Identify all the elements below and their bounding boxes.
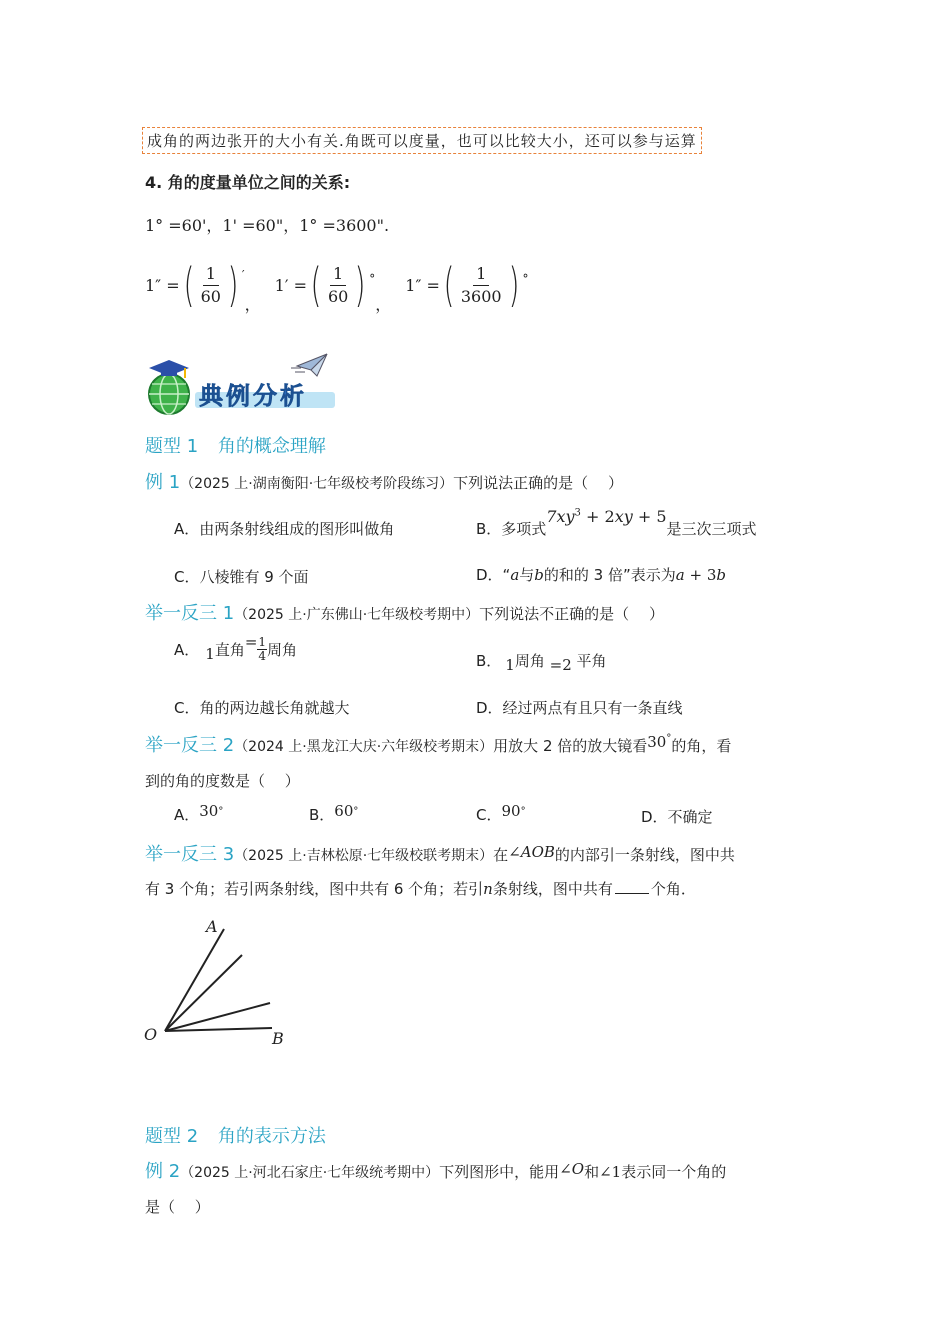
- example1-question: 下列说法正确的是（ ）: [453, 474, 623, 492]
- practice2-option-b[interactable]: [309, 804, 358, 825]
- inv-comma-1: ，: [244, 294, 261, 314]
- example-banner: [145, 350, 345, 420]
- fraction-1: [198, 263, 224, 308]
- inv-lhs-2: 1′ =: [274, 275, 307, 295]
- p1a-fraction: [257, 636, 267, 663]
- p1b-full-angle: 周角: [514, 652, 545, 670]
- p1b-eq: =2: [544, 656, 577, 674]
- p1b-straight-angle: 平角: [576, 652, 607, 670]
- practice3-label: 举一反三 3: [145, 844, 235, 865]
- ray-inner-2: [165, 1003, 270, 1031]
- inv-comma-2: ，: [375, 294, 392, 314]
- practice3-pre: 在: [493, 846, 509, 864]
- fraction-1-num: 1: [203, 263, 219, 286]
- practice3-source: （2025 上·吉林松原·七年级校联考期末）: [234, 848, 494, 864]
- practice1-option-c[interactable]: C．角的两边越长角就越大: [174, 699, 350, 717]
- p1a-frac-num: 1: [258, 635, 267, 649]
- practice2-option-a[interactable]: [174, 804, 223, 825]
- p2a-deg: °: [218, 806, 224, 817]
- paren-right-1: ): [227, 258, 239, 312]
- option-d-a: a: [510, 566, 520, 584]
- p1a-prefix: A．: [174, 641, 200, 659]
- practice3-angle: ∠AOB: [508, 843, 555, 861]
- p2a-val: 30: [199, 802, 219, 820]
- boxed-text-content: 成角的两边张开的大小有关.角既可以度量，也可以比较大小，还可以参与运算: [147, 132, 697, 150]
- boxed-text: [142, 127, 702, 154]
- type1-title: 角的概念理解: [217, 436, 326, 457]
- practice2-question-post: 的角，看: [671, 737, 732, 755]
- practice1-option-a[interactable]: [174, 632, 298, 663]
- p2b-val: 60: [334, 802, 354, 820]
- option-b-poly: [546, 507, 666, 526]
- type1-label: 题型 1: [145, 436, 199, 457]
- type2-heading: [145, 1122, 326, 1148]
- practice3-line2: [145, 878, 696, 899]
- practice3-line2-end: 个角．: [650, 880, 696, 898]
- p2c-deg: °: [520, 806, 526, 817]
- inv-lhs-1: 1″ =: [145, 275, 180, 295]
- practice1-option-b[interactable]: [476, 650, 607, 674]
- ray-oa: [165, 929, 224, 1031]
- p2-angle-val: 30: [647, 733, 667, 751]
- example1-option-d[interactable]: [476, 564, 726, 585]
- example2-angle-o: ∠O: [559, 1160, 585, 1178]
- fraction-3-num: 1: [473, 263, 489, 286]
- practice2-label: 举一反三 2: [145, 735, 235, 756]
- example2-source: （2025 上·河北石家庄·七年级统考期中）: [180, 1165, 440, 1181]
- practice3-post: 的内部引一条射线，图中共: [554, 846, 735, 864]
- option-d-b: b: [534, 566, 544, 584]
- type1-heading: [145, 432, 326, 458]
- option-b-prefix: B．多项式: [476, 520, 547, 538]
- p1a-right-angle: 直角: [214, 641, 245, 659]
- example2-angle-1: ∠1: [599, 1163, 622, 1181]
- poly-plus: + 2: [580, 507, 615, 526]
- p2-angle-deg: °: [666, 733, 672, 744]
- practice1-source: （2025 上·广东佛山·七年级校考期中）: [234, 607, 480, 623]
- example1-option-b[interactable]: [476, 506, 757, 538]
- inv-unit-1: ′: [241, 268, 245, 282]
- option-d-prefix: D．“: [476, 566, 511, 584]
- example2-pre: 下列图形中，能用: [439, 1163, 560, 1181]
- practice2-option-d[interactable]: D．不确定: [641, 808, 713, 826]
- practice1-question: 下列说法不正确的是（ ）: [479, 605, 664, 623]
- paren-left-1: (: [183, 258, 195, 312]
- p1a-eq: =: [244, 632, 258, 651]
- example1-source: （2025 上·湖南衡阳·七年级校考阶段练习）: [180, 476, 454, 492]
- example2-line2: 是（ ）: [145, 1198, 210, 1216]
- answer-blank[interactable]: [615, 893, 649, 894]
- type2-title: 角的表示方法: [217, 1126, 326, 1147]
- paren-left-3: (: [443, 258, 455, 312]
- poly-const: + 5: [632, 507, 667, 526]
- practice2-stem: [145, 731, 731, 757]
- paper-plane-icon: [291, 354, 327, 376]
- example1-stem: [145, 468, 623, 494]
- fraction-2: [325, 263, 351, 308]
- type2-label: 题型 2: [145, 1126, 199, 1147]
- p1b-one: 1: [505, 656, 515, 674]
- fraction-2-den: 60: [327, 286, 349, 306]
- practice3-line2-pre: 有 3 个角；若引两条射线，图中共有 6 个角；若引: [145, 880, 484, 898]
- practice2-source: （2024 上·黑龙江大庆·六年级校考期末）: [234, 739, 494, 755]
- fraction-3-den: 3600: [460, 286, 502, 306]
- fraction-3: [458, 263, 505, 308]
- practice3-line2-post: 条射线，图中共有: [492, 880, 613, 898]
- paren-right-3: ): [508, 258, 519, 312]
- example1-option-a[interactable]: A．由两条射线组成的图形叫做角: [174, 520, 395, 538]
- option-d-expr-a: a: [675, 566, 685, 584]
- p1a-full-angle: 周角: [267, 641, 298, 659]
- paren-right-2: ): [354, 258, 366, 312]
- practice2-question-pre: 用放大 2 倍的放大镜看: [493, 737, 648, 755]
- inv-lhs-3: 1″ =: [405, 275, 440, 295]
- example2-and: 和: [584, 1163, 600, 1181]
- inv-unit-2: °: [369, 272, 376, 286]
- practice2-option-c[interactable]: [476, 804, 526, 825]
- example1-option-c[interactable]: C．八棱锥有 9 个面: [174, 568, 309, 586]
- fraction-2-num: 1: [330, 263, 346, 286]
- option-d-and: 与: [519, 566, 535, 584]
- option-b-suffix: 是三次三项式: [666, 520, 757, 538]
- practice1-stem: [145, 599, 664, 625]
- option-d-desc: 的和的 3 倍”表示为: [543, 566, 676, 584]
- p2b-deg: °: [353, 806, 359, 817]
- example1-label: 例 1: [145, 472, 181, 493]
- p2a-label: A．: [174, 806, 200, 824]
- banner-title: 典例分析: [199, 382, 307, 410]
- option-d-expr-b: b: [716, 566, 726, 584]
- poly-xy2: xy: [614, 507, 633, 526]
- paren-left-2: (: [310, 258, 322, 312]
- p1b-prefix: B．: [476, 652, 502, 670]
- label-a: A: [206, 917, 218, 936]
- practice1-option-d[interactable]: D．经过两点有且只有一条直线: [476, 699, 683, 717]
- units-relation: 1° =60'，1' =60"，1° =3600".: [145, 216, 390, 235]
- practice2-angle: [647, 733, 671, 751]
- p1a-frac-den: 4: [258, 649, 267, 663]
- label-b: B: [272, 1029, 284, 1048]
- p2c-label: C．: [476, 806, 502, 824]
- example2-post: 表示同一个角的: [621, 1163, 727, 1181]
- option-d-expr-plus: + 3: [684, 566, 717, 584]
- fraction-1-den: 60: [200, 286, 221, 306]
- example2-label: 例 2: [145, 1161, 181, 1182]
- example2-stem: [145, 1157, 726, 1183]
- inv-unit-3: °: [522, 272, 529, 286]
- inverse-relations: [145, 258, 529, 314]
- label-o: O: [144, 1025, 158, 1044]
- poly-coef: 7: [546, 507, 557, 526]
- poly-exp: 3: [574, 507, 581, 519]
- ray-ob: [165, 1028, 272, 1031]
- angle-figure: [140, 915, 300, 1050]
- practice2-line2: 到的角的度数是（ ）: [145, 772, 300, 790]
- poly-xy: xy: [556, 507, 575, 526]
- p2b-label: B．: [309, 806, 335, 824]
- practice1-label: 举一反三 1: [145, 603, 235, 624]
- practice3-stem: [145, 840, 735, 866]
- p2c-val: 90: [501, 802, 521, 820]
- p1a-one: 1: [205, 644, 215, 663]
- section-title: 4. 角的度量单位之间的关系:: [145, 173, 351, 192]
- practice3-n: n: [483, 880, 493, 898]
